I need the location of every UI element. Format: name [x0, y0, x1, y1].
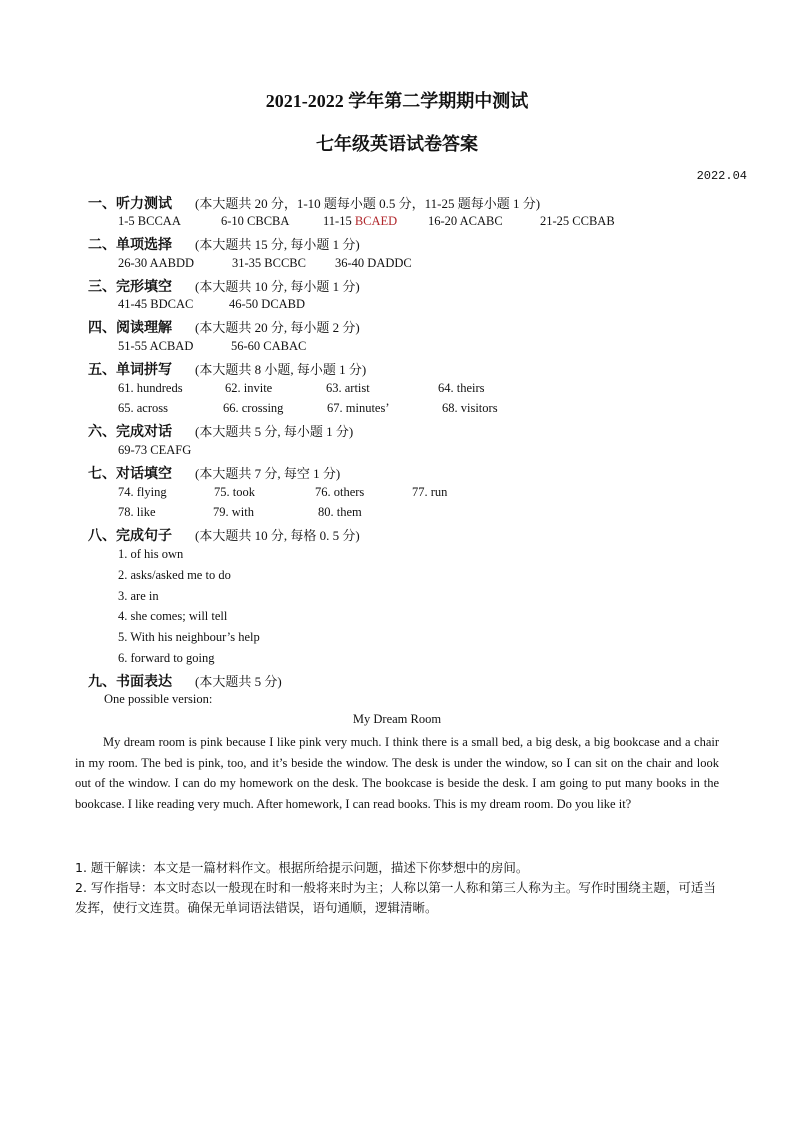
answer-group: 1-5 BCCAA: [118, 214, 181, 228]
essay-body: My dream room is pink because I like pink very much. I think there is a small bed, a big desk, a big bookcase and a chair in my room. The bed is pink, too, and it’s beside the window. The desk is under the window, so I can sit on the chair and look out of the window. I can do my homework on the desk. The bookcase is beside the desk. I am going to put many books in the bookcase. I like reading very much. After homework, I can read books. This is my dream room. Do you like it?: [75, 735, 719, 811]
section-title: 八、完成句子: [88, 529, 172, 544]
essay-intro: One possible version:: [104, 692, 213, 706]
answer-item: 65. across: [118, 401, 168, 415]
note-item: 1. 题干解读：本文是一篇材料作文。根据所给提示问题，描述下你梦想中的房间。: [75, 860, 529, 875]
section-heading-dialogue-fill: [88, 463, 340, 483]
answer-item: 74. flying: [118, 485, 167, 499]
section-title: 一、听力测试: [88, 197, 172, 212]
page-title: 2021-2022 学年第二学期期中测试: [265, 91, 529, 111]
answer-item: 1. of his own: [118, 547, 184, 561]
section-title: 三、完形填空: [88, 280, 172, 295]
section-heading-listening: [88, 193, 540, 213]
note-item: 2. 写作指导：本文时态以一般现在时和一般将来时为主；人称以第一人称和第三人称为主。写作时围绕主题，可适当发挥，使行文连贯。确保无单词语法错误，语句通顺，逻辑清晰。: [75, 880, 716, 915]
answer-item: 63. artist: [326, 381, 370, 395]
answer-item: 79. with: [213, 505, 254, 519]
section-heading-reading: [88, 317, 360, 337]
answer-group: 51-55 ACBAD: [118, 339, 194, 353]
section-title: 二、单项选择: [88, 238, 172, 253]
answer-group: 69-73 CEAFG: [118, 443, 192, 457]
answer-item: 3. are in: [118, 589, 159, 603]
answer-item: 68. visitors: [442, 401, 498, 415]
section-desc: (本大题共 10 分, 每小题 1 分): [195, 279, 360, 294]
answer-item: 76. others: [315, 485, 365, 499]
answer-item: 5. With his neighbour’s help: [118, 630, 260, 644]
answer-group: 21-25 CCBAB: [540, 214, 615, 228]
section-desc: (本大题共 5 分): [195, 674, 282, 689]
answer-item: 80. them: [318, 505, 362, 519]
answer-group: 6-10 CBCBA: [221, 214, 290, 228]
answer-item: 66. crossing: [223, 401, 284, 415]
answer-group: 46-50 DCABD: [229, 297, 306, 311]
answer-group: 31-35 BCCBC: [232, 256, 306, 270]
answer-item: 67. minutes’: [327, 401, 390, 415]
section-desc: (本大题共 7 分, 每空 1 分): [195, 466, 341, 481]
answer-item: 77. run: [412, 485, 448, 499]
section-desc: (本大题共 8 小题, 每小题 1 分): [195, 362, 367, 377]
essay-title: My Dream Room: [352, 712, 442, 726]
answer-group: 56-60 CABAC: [231, 339, 307, 353]
answer-item: 6. forward to going: [118, 651, 215, 665]
section-desc: (本大题共 5 分, 每小题 1 分): [195, 424, 354, 439]
section-desc: (本大题共 20 分, 每小题 2 分): [195, 320, 360, 335]
answer-group: 16-20 ACABC: [428, 214, 503, 228]
section-heading-cloze: [88, 276, 360, 296]
section-heading-sentences: [88, 525, 360, 545]
exam-date: 2022.04: [696, 169, 747, 183]
section-desc: (本大题共 15 分, 每小题 1 分): [195, 237, 360, 252]
section-title: 四、阅读理解: [88, 321, 172, 336]
section-heading-single-choice: [88, 234, 360, 254]
grading-notes: [75, 858, 725, 918]
answer-item: 62. invite: [225, 381, 273, 395]
highlighted-answer: BCAED: [354, 214, 398, 228]
section-title: 七、对话填空: [88, 467, 172, 482]
section-desc: (本大题共 10 分, 每格 0. 5 分): [195, 528, 360, 543]
section-title: 五、单词拼写: [88, 363, 172, 378]
page-subtitle: 七年级英语试卷答案: [316, 134, 478, 154]
section-title: 九、书面表达: [88, 675, 172, 690]
answer-group: 41-45 BDCAC: [118, 297, 194, 311]
answer-item: 78. like: [118, 505, 156, 519]
answer-group: 26-30 AABDD: [118, 256, 195, 270]
section-heading-spelling: [88, 359, 366, 379]
answer-item: 64. theirs: [438, 381, 485, 395]
answer-item: 4. she comes; will tell: [118, 609, 228, 623]
answer-group: 36-40 DADDC: [335, 256, 412, 270]
section-title: 六、完成对话: [88, 425, 172, 440]
answer-item: 61. hundreds: [118, 381, 183, 395]
section-heading-dialogue: [88, 421, 353, 441]
section-desc: (本大题共 20 分，1-10 题每小题 0.5 分，11-25 题每小题 1 分): [195, 196, 541, 211]
answer-group: 11-15 BCAED: [323, 214, 398, 228]
section-heading-writing: [88, 671, 282, 691]
answer-item: 75. took: [214, 485, 255, 499]
answer-item: 2. asks/asked me to do: [118, 568, 231, 582]
